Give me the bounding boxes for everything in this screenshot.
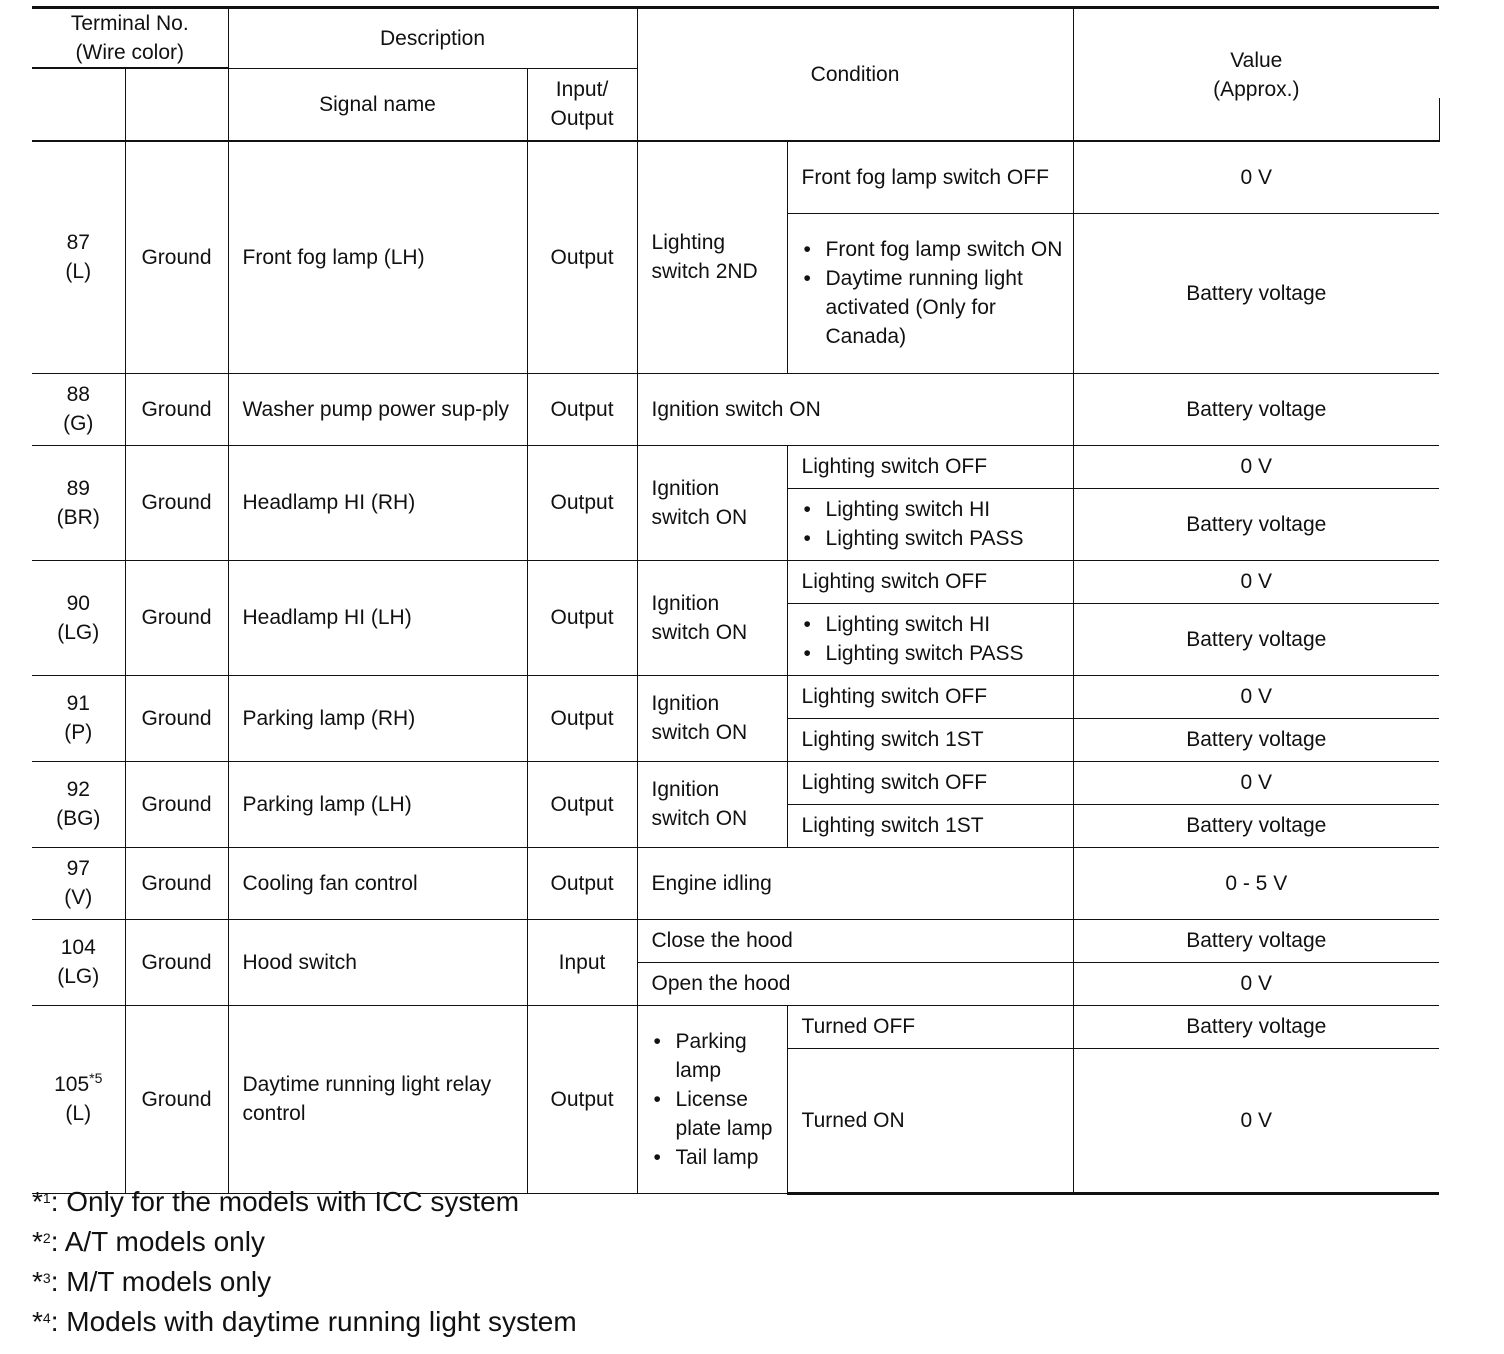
table-row [32, 919, 1439, 962]
list-item: • Daytime running light activated (Only for Canada) [802, 264, 1065, 351]
table-row [32, 847, 1439, 919]
value: 0 V [1073, 1048, 1439, 1193]
terminal-spec-table [32, 6, 1439, 1195]
list-item: • Lighting switch HI [802, 495, 1065, 524]
terminal-minus: Ground [125, 560, 228, 675]
input-output: Output [527, 445, 637, 560]
terminal-minus: Ground [125, 373, 228, 445]
table-row [32, 1005, 1439, 1048]
condition-sub: Lighting switch OFF [787, 761, 1073, 804]
terminal-plus: 91 (P) [32, 675, 125, 761]
signal-name: Parking lamp (RH) [228, 675, 527, 761]
value: Battery voltage [1073, 718, 1439, 761]
value: Battery voltage [1073, 488, 1439, 560]
footnote-2: *$^2$: A/T models only [32, 1226, 265, 1257]
footnote-1: *$^1$: Only for the models with ICC system [32, 1186, 520, 1217]
terminal-plus: 89 (BR) [32, 445, 125, 560]
header-signal-name: Signal name [228, 68, 527, 141]
table-row [32, 675, 1439, 718]
condition-sub [787, 603, 1073, 675]
header-condition: Condition [637, 8, 1073, 142]
condition-sub: Turned ON [787, 1048, 1073, 1193]
input-output: Output [527, 675, 637, 761]
value: 0 V [1073, 761, 1439, 804]
terminal-plus: 92 (BG) [32, 761, 125, 847]
value: 0 - 5 V [1073, 847, 1439, 919]
signal-name: Cooling fan control [228, 847, 527, 919]
input-output: Output [527, 141, 637, 373]
condition-sub: Turned OFF [787, 1005, 1073, 1048]
header-description: Description [228, 8, 637, 69]
footnote-4: *$^4$: Models with daytime running light system [32, 1306, 577, 1337]
condition-main: Lighting switch 2ND [637, 141, 787, 373]
value: Battery voltage [1073, 804, 1439, 847]
header-input-output: Input/ Output [527, 68, 637, 141]
value: Battery voltage [1073, 603, 1439, 675]
value: 0 V [1073, 560, 1439, 603]
terminal-plus: 90 (LG) [32, 560, 125, 675]
list-item: • Lighting switch PASS [802, 524, 1065, 553]
condition-main: Ignition switch ON [637, 761, 787, 847]
value: Battery voltage [1073, 373, 1439, 445]
table-row [32, 373, 1439, 445]
condition-main: Close the hood [637, 919, 1073, 962]
condition-sub [787, 488, 1073, 560]
terminal-minus: Ground [125, 445, 228, 560]
value: 0 V [1073, 962, 1439, 1005]
value: Battery voltage [1073, 1005, 1439, 1048]
list-item: • Parking lamp [652, 1027, 779, 1085]
signal-name: Front fog lamp (LH) [228, 141, 527, 373]
condition-sub: Lighting switch OFF [787, 445, 1073, 488]
value: Battery voltage [1073, 919, 1439, 962]
list-item: • Tail lamp [652, 1143, 779, 1172]
terminal-minus: Ground [125, 847, 228, 919]
condition-sub [787, 213, 1073, 373]
value: 0 V [1073, 445, 1439, 488]
condition-sub: Lighting switch OFF [787, 675, 1073, 718]
list-item: • Front fog lamp switch ON [802, 235, 1065, 264]
list-item: • Lighting switch HI [802, 610, 1065, 639]
terminal-plus: 88 (G) [32, 373, 125, 445]
terminal-plus: 87 (L) [32, 141, 125, 373]
table-row [32, 141, 1439, 213]
input-output: Output [527, 847, 637, 919]
signal-name: Hood switch [228, 919, 527, 1005]
terminal-minus: Ground [125, 141, 228, 373]
signal-name: Headlamp HI (RH) [228, 445, 527, 560]
input-output: Output [527, 761, 637, 847]
table-row [32, 445, 1439, 488]
list-item: • Lighting switch PASS [802, 639, 1065, 668]
terminal-plus: 104 (LG) [32, 919, 125, 1005]
condition-sub: Lighting switch 1ST [787, 718, 1073, 761]
signal-name: Parking lamp (LH) [228, 761, 527, 847]
input-output: Output [527, 1005, 637, 1193]
value: Battery voltage [1073, 213, 1439, 373]
input-output: Output [527, 373, 637, 445]
header-value: Value (Approx.) [1073, 8, 1439, 142]
condition-sub: Lighting switch OFF [787, 560, 1073, 603]
condition-main: Engine idling [637, 847, 1073, 919]
input-output: Output [527, 560, 637, 675]
value: 0 V [1073, 675, 1439, 718]
condition-sub: Front fog lamp switch OFF [787, 141, 1073, 213]
table-row [32, 560, 1439, 603]
signal-name: Washer pump power sup-ply [228, 373, 527, 445]
input-output: Input [527, 919, 637, 1005]
condition-sub: Lighting switch 1ST [787, 804, 1073, 847]
footnotes [32, 1182, 577, 1342]
condition-main: Open the hood [637, 962, 1073, 1005]
condition-main: Ignition switch ON [637, 560, 787, 675]
footnote-3: *$^3$: M/T models only [32, 1266, 272, 1297]
terminal-minus: Ground [125, 761, 228, 847]
terminal-plus: 105$^{*5}$ (L) [32, 1005, 125, 1193]
signal-name: Headlamp HI (LH) [228, 560, 527, 675]
condition-main: Ignition switch ON [637, 675, 787, 761]
terminal-minus: Ground [125, 675, 228, 761]
terminal-plus: 97 (V) [32, 847, 125, 919]
signal-name: Daytime running light relay control [228, 1005, 527, 1193]
condition-main: Ignition switch ON [637, 373, 1073, 445]
header-terminal-no: Terminal No. (Wire color) [32, 8, 228, 69]
terminal-minus: Ground [125, 1005, 228, 1193]
list-item: • License plate lamp [652, 1085, 779, 1143]
condition-main [637, 1005, 787, 1193]
terminal-minus: Ground [125, 919, 228, 1005]
value: 0 V [1073, 141, 1439, 213]
condition-main: Ignition switch ON [637, 445, 787, 560]
table-row [32, 761, 1439, 804]
